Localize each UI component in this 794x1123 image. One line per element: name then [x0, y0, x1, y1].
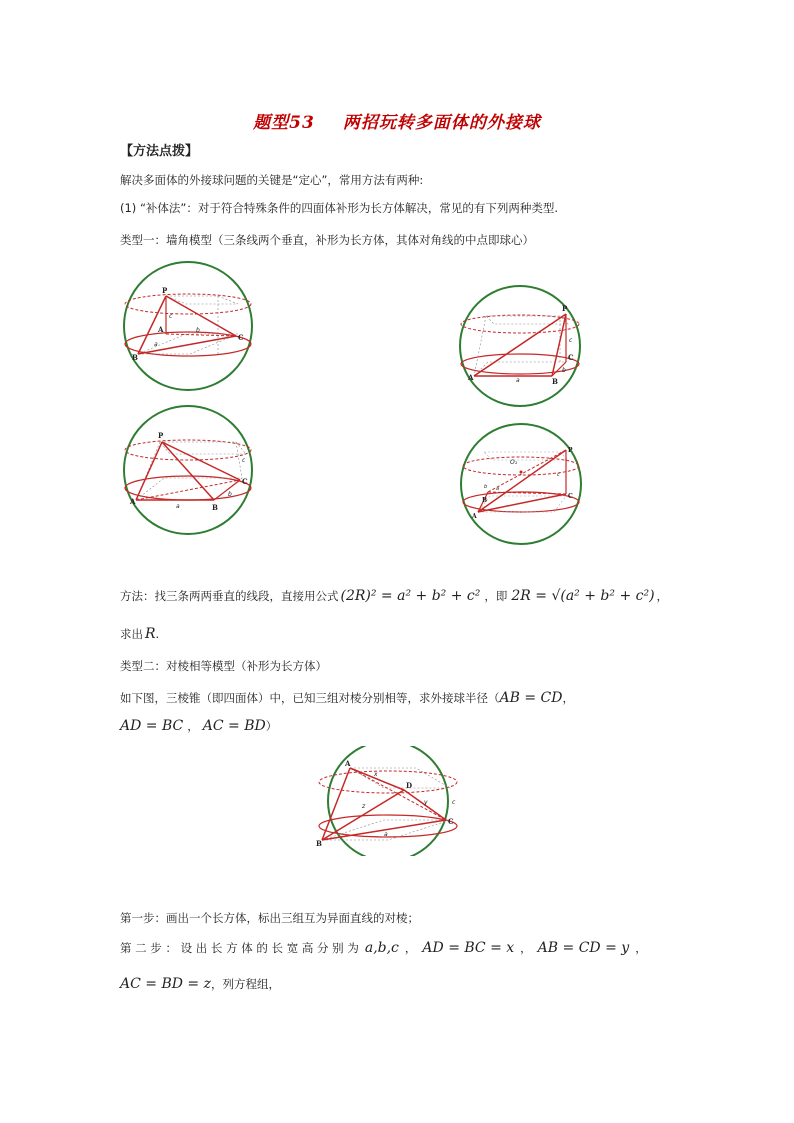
- label-P: P: [562, 304, 568, 313]
- formula-2R-sqrt: 2R = √(a² + b² + c²): [511, 588, 655, 604]
- step-one: 第一步：画出一个长方体，标出三组互为异面直线的对棱；: [120, 911, 419, 925]
- formula-AC-BD: AC = BD: [202, 718, 266, 734]
- wall-corner-figure-4: [458, 422, 584, 548]
- page-title: [0, 108, 794, 133]
- vars-abc: a,b,c: [364, 940, 399, 956]
- label-c: c: [242, 457, 246, 464]
- find-R-text: 求出: [120, 627, 143, 641]
- method-mid: ，即: [484, 589, 508, 603]
- opposite-edges-figure: [312, 746, 464, 856]
- label-C: C: [242, 477, 248, 486]
- label-x: x: [374, 771, 378, 778]
- label-B: B: [132, 353, 138, 362]
- label-c: c: [452, 799, 456, 806]
- formula-AD-BC-x: AD = BC = x: [422, 940, 515, 956]
- label-z: z: [362, 803, 366, 810]
- step-two-line: [120, 940, 647, 956]
- method-end: ，: [656, 589, 669, 603]
- label-B: B: [316, 839, 322, 848]
- label-C: C: [568, 493, 573, 500]
- label-b: b: [562, 367, 566, 374]
- label-P: P: [158, 431, 164, 440]
- label-a: a: [516, 377, 520, 384]
- title-part2: 两招玩转多面体的外接球: [342, 113, 541, 133]
- label-B: B: [212, 503, 218, 512]
- label-C: C: [568, 353, 574, 362]
- paragraph-type2: 类型二：对棱相等模型（补形为长方体）: [120, 659, 327, 673]
- type2-desc-end: ，: [562, 691, 574, 705]
- label-P: P: [162, 286, 168, 295]
- step-two-text: 第 二 步 ： 设 出 长 方 体 的 长 宽 高 分 别 为: [120, 941, 359, 955]
- label-a: a: [384, 831, 388, 838]
- separator: ，: [520, 941, 532, 955]
- label-a: a: [176, 503, 180, 510]
- type2-equalities-line: [120, 718, 277, 734]
- step-two-continued: [120, 976, 280, 992]
- paragraph-type1: 类型一：墙角模型（三条线两个垂直，补形为长方体，其体对角线的中点即球心）: [120, 233, 534, 247]
- separator: ，: [187, 719, 199, 733]
- separator: ，: [404, 941, 417, 955]
- label-B: B: [552, 377, 558, 386]
- label-A: A: [158, 325, 164, 334]
- find-R-line: [120, 626, 159, 642]
- formula-AC-BD-z: AC = BD = z: [120, 976, 211, 992]
- title-part1: 题型53: [253, 113, 315, 133]
- wall-corner-figure-3: [118, 404, 258, 540]
- label-c: c: [169, 313, 173, 320]
- label-c: c: [569, 337, 573, 344]
- label-y: y: [424, 799, 428, 806]
- method-text: 方法：找三条两两垂直的线段，直接用公式: [120, 589, 339, 603]
- equalities-end: ）: [265, 719, 278, 733]
- label-c: c: [557, 472, 560, 478]
- label-A: A: [130, 497, 136, 506]
- wall-corner-figure-1: [118, 258, 258, 394]
- label-C: C: [448, 817, 454, 826]
- separator: ，: [635, 941, 647, 955]
- formula-AD-BC: AD = BC: [120, 718, 184, 734]
- label-O1: O₁: [510, 459, 518, 466]
- label-B: B: [482, 497, 488, 504]
- paragraph-intro: 解决多面体的外接球问题的关键是“定心”，常用方法有两种:: [120, 173, 424, 187]
- label-A: A: [472, 513, 477, 520]
- label-P: P: [568, 447, 573, 454]
- label-a: a: [154, 341, 158, 348]
- section-heading: 【方法点拨】: [120, 144, 199, 159]
- type2-desc-text: 如下图，三棱锥（即四面体）中，已知三组对棱分别相等，求外接球半径（: [120, 691, 500, 705]
- formula-2R-squared: (2R)² = a² + b² + c²: [340, 588, 481, 604]
- label-D: D: [406, 781, 413, 790]
- formula-AB-CD: AB = CD: [499, 690, 563, 706]
- label-b: b: [484, 484, 488, 490]
- label-A: A: [468, 373, 474, 382]
- method-formula-line: [120, 588, 668, 604]
- find-R-end: .: [155, 627, 160, 641]
- label-C: C: [238, 333, 244, 342]
- label-a: a: [496, 486, 500, 492]
- wall-corner-figure-2: [456, 284, 584, 410]
- label-b: b: [228, 491, 232, 498]
- type2-description-line: [120, 690, 574, 706]
- formula-AB-CD-y: AB = CD = y: [537, 940, 630, 956]
- label-A: A: [345, 759, 351, 768]
- equation-system-text: ，列方程组，: [210, 977, 280, 991]
- var-R: R: [145, 626, 156, 642]
- label-b: b: [196, 327, 200, 334]
- paragraph-method1: (1) “补体法”：对于符合特殊条件的四面体补形为长方体解决，常见的有下列两种类型.: [120, 201, 559, 215]
